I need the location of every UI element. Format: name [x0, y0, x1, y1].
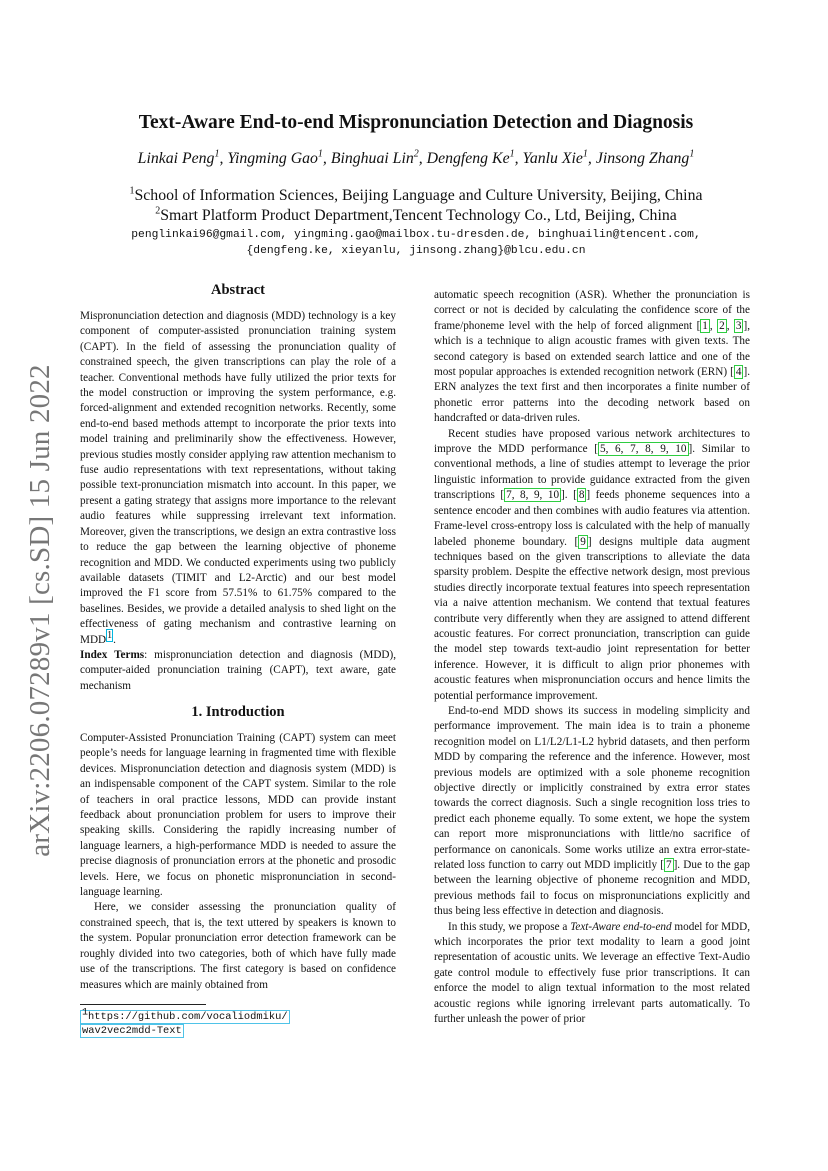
footnote	[80, 1007, 410, 1038]
arxiv-id: arXiv:2206.07289v1 [cs.SD] 15 Jun 2022	[23, 363, 56, 857]
index-terms-label: Index Terms	[80, 648, 145, 661]
paragraph: In this study, we propose a Text-Aware end-to-end model for MDD, which incorporates the prior text modality to learn a good joint representation of acoustic units. We leverage an effective Text-Audio gate control module to effectively fuse prior transcriptions. It can enforce the model to align textual information to the most related acoustic regions while ignoring irrelevant parts automatically. To further unleash the power of prior	[434, 920, 750, 1026]
abstract-text: Mispronunciation detection and diagnosis (MDD) technology is a key component of computer-assisted pronunciation training system (CAPT). In the field of assessing the pronunciation quality of constrained speech, the given transcriptions can play the role of a teacher. Conventional methods have fully utilized the prior texts for the model construction or improving the system performance, e.g. forced-alignment and extended recognition networks. Recently, some end-to-end based methods attempt to incorporate the prior texts into model training and preliminarily show the effectiveness. However, previous studies mostly consider applying raw attention mechanism to fuse audio representations with text representations, without taking possible text-pronunciation mismatch into account. In this paper, we present a gating strategy that assigns more importance to the relevant audio features while suppressing irrelevant text information. Moreover, given the transcriptions, we design an extra contrastive loss to reduce the gap between the learning objective of phoneme recognition and MDD. We conducted experiments using two publicly available datasets (TIMIT and L2-Arctic) and our best model improved the F1 score from 57.51% to 61.75% compared to the baselines. Besides, we provide a detailed analysis to shed light on the effectiveness of gating mechanism and contrastive learning on MDD	[80, 310, 396, 646]
introduction-body	[80, 731, 396, 993]
paragraph: End-to-end MDD shows its success in modeling simplicity and performance improvement. The main idea is to train a phoneme recognition model on L1/L2/L1-L2 hybrid datasets, and then perform MDD by comparing the reference and the inference. However, most previous models are optimized with a sole phoneme recognition objective directly or implicitly constrained by extra error states towards the correct diagnosis. Such a single recognition loss tries to predict each phoneme equally. To some extent, we hope the system can report more mispronunciations with little/no sacrifice of performance on canonicals. Some works utilize an extra error-state-related loss function to carry out MDD implicitly [ 7 ]. Due to the gap between the learning objective of phoneme recognition and MDD, previous methods fail to focus on mispronunciations explicitly and thus being less effective in detection and diagnosis.	[434, 704, 751, 918]
abstract-body: Mispronunciation detection and diagnosis (MDD) technology is a key component of computer-assisted pronunciation training system (CAPT). In the field of assessing the pronunciation quality of constrained speech, the given transcriptions can play the role of a teacher. Conventional methods have fully utilized the prior texts for the model construction or improving the system performance, e.g. forced-alignment and extended recognition networks. Recently, some end-to-end based methods attempt to incorporate the prior texts into model training and preliminarily show the effectiveness. However, previous studies mostly consider applying raw attention mechanism to fuse audio representations with text representations, without taking possible text-pronunciation mismatch into account. In this paper, we present a gating strategy that assigns more importance to the relevant audio features while suppressing irrelevant text information. Moreover, given the transcriptions, we design an extra contrastive loss to reduce the gap between the learning objective of phoneme recognition and MDD. We conducted experiments using two publicly available datasets (TIMIT and L2-Arctic) and our best model improved the F1 score from 57.51% to 61.75% compared to the baselines. Besides, we provide a detailed analysis to shed light on the effectiveness of gating mechanism and contrastive learning on MDD$^1$. Index Terms: mispronunciation detection and diagnosis (MDD), computer-aided pronunciation training (CAPT), text aware, gate mechanism	[80, 310, 396, 692]
affiliation: $^2$Smart Platform Product Department,Tencent Technology Co., Ltd, Beijing, China	[155, 205, 677, 224]
author: Yanlu Xie$^1$	[522, 148, 588, 167]
citation-link[interactable]: 9	[580, 535, 586, 548]
author-list: Linkai Peng$^1$, Yingming Gao$^1$, Binghuai Lin$^2$, Dengfeng Ke$^1$, Yanlu Xie$^1$, Jinsong Zhang$^1$	[137, 148, 695, 167]
paragraph: automatic speech recognition (ASR). Whether the pronunciation is correct or not is decided by calculating the confidence score of the frame/phoneme level with the help of forced alignment [ 1 , 2 , 3 ], which is a technique to align acoustic frames with given texts. The second category is based on extended search lattice and one of the most popular approaches is extended recognition network (ERN) [ 4 ]. ERN analyzes the text first and then incorporates a finite number of phonetic error patterns into the decoding network based on handcrafted or data-driven rules.	[434, 289, 751, 425]
right-column-body	[434, 288, 750, 1028]
citation-link[interactable]: 3	[735, 319, 742, 332]
citation-link[interactable]: 8	[578, 489, 585, 502]
affiliations	[80, 186, 752, 226]
abstract-heading: Abstract	[211, 282, 265, 298]
paragraph: Recent studies have proposed various network architectures to improve the MDD performance [ 5, 6, 7, 8, 9, 10 ]. Similar to conventional methods, a line of studies attempt to leverage the prior linguistic information to provide guidance extracted from the given transcriptions [ 7, 8, 9, 10 ]. [ 8 ] feeds phoneme sequences into a sentence encoder and then combines with audio features via attention. Frame-level cross-entropy loss is calculated with the help of manually labeled phoneme boundary. [ 9 ] designs multiple data augment techniques based on the given transcriptions to alleviate the data sparsity problem. Despite the effective network design, most previous studies directly incorporate textual features into speech representation via a naive attention mechanism. We contend that textual features contribute very differently when they are assigned to attend different acoustic features. For correct pronunciation, transcription can guide the model step towards text-audio joint representation for better inference. However, it is difficult to align prior phonemes with acoustic features when mispronunciation occurs and hence limits the potential performance improvement.	[434, 427, 751, 702]
paragraph: Computer-Assisted Pronunciation Training (CAPT) system can meet people’s needs for language learning in fragmented time with flexible devices. Mispronunciation detection and diagnosis system (MDD) is an indispensable component of the CAPT system. Similar to the role of teachers in oral practice lessons, MDD can provide instant feedback about pronunciation problem for users to improve their speaking skills. Considering the rapidly increasing number of language learners, a high-performance MDD is needed to assure the precise diagnosis of pronunciation errors at the phonetic and prosodic levels. Here, we focus on phonetic mispronunciation in second-language learning.	[80, 732, 396, 899]
footnote-link[interactable]: $^1$https://github.com/vocaliodmiku/	[82, 1007, 288, 1023]
footnote-link[interactable]: wav2vec2mdd-Text	[82, 1025, 182, 1037]
author: Dengfeng Ke$^1$	[426, 148, 515, 167]
author: Linkai Peng$^1$	[137, 148, 220, 167]
author-emails	[80, 227, 752, 259]
author: Jinsong Zhang$^1$	[595, 148, 695, 167]
author: Yingming Gao$^1$	[227, 148, 323, 167]
introduction-heading: 1. Introduction	[191, 704, 285, 720]
citation-link[interactable]: 2	[719, 319, 725, 332]
affiliation: $^1$School of Information Sciences, Beijing Language and Culture University, Beijing, China	[129, 185, 703, 204]
citation-link[interactable]: 4	[735, 366, 742, 379]
arxiv-sidebar-stamp	[18, 363, 62, 857]
email-line[interactable]: {dengfeng.ke, xieyanlu, jinsong.zhang}@blcu.edu.cn	[246, 245, 586, 257]
author: Binghuai Lin$^2$	[330, 148, 419, 167]
paper-title: Text-Aware End-to-end Mispronunciation Detection and Diagnosis	[138, 112, 694, 133]
footnote-marker[interactable]: 1	[107, 629, 113, 641]
email-line[interactable]: penglinkai96@gmail.com, yingming.gao@mailbox.tu-dresden.de, binghuailin@tencent.com,	[131, 229, 701, 241]
citation-link[interactable]: 7, 8, 9, 10	[506, 489, 560, 502]
index-terms: : mispronunciation detection and diagnosis (MDD), computer-aided pronunciation training (CAPT), text aware, gate mechanism	[80, 648, 396, 692]
citation-link[interactable]: 5, 6, 7, 8, 9, 10	[600, 443, 687, 456]
citation-link[interactable]: 1	[702, 319, 708, 332]
footnote-rule	[80, 1004, 206, 1005]
paragraph: Here, we consider assessing the pronunciation quality of constrained speech, that is, the text uttered by speakers is known to the system. Popular pronunciation error detection framework can be roughly divided into two categories, both of which have fully made use of the transcriptions. The first category is based on confidence measures which are mainly obtained from	[80, 901, 396, 991]
citation-link[interactable]: 7	[665, 859, 672, 872]
